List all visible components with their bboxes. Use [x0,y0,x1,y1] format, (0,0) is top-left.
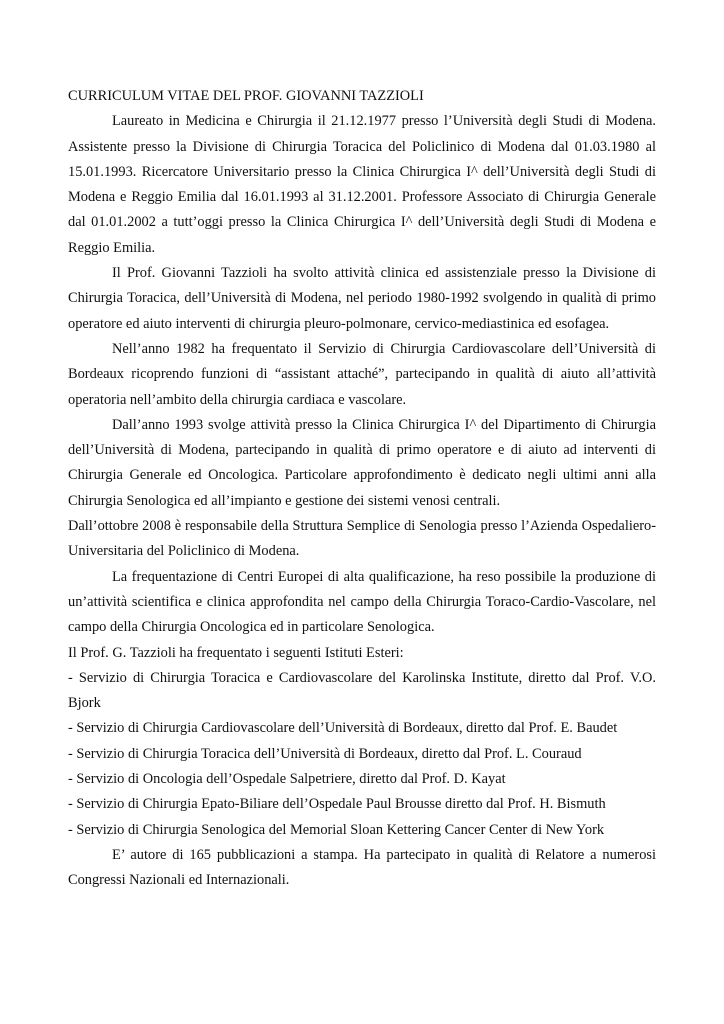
paragraph-senology-unit: Dall’ottobre 2008 è responsabile della Struttura Semplice di Senologia presso l’Azienda Ospedaliero-Universitaria del Policlinico di Modena. [68,518,656,560]
paragraph-bordeaux-1982: Nell’anno 1982 ha frequentato il Servizio di Chirurgia Cardiovascolare dell’Università di Bordeaux ricoprendo funzioni di “assistant attaché”, partecipando in qualità di aiuto all’attività operatoria nell’ambito della chirurgia cardiaca e vascolare. [68,340,656,408]
document-title: CURRICULUM VITAE DEL PROF. GIOVANNI TAZZIOLI [68,88,424,104]
list-item-institute: - Servizio di Oncologia dell’Ospedale Salpetriere, diretto dal Prof. D. Kayat [68,771,506,788]
paragraph-education-career: Laureato in Medicina e Chirurgia il 21.12.1977 presso l’Università degli Studi di Modena. Assistente presso la Divisione di Chirurgia Toracica del Policlinico di Modena dal 01.03.1980 al 15.01.1993. Ricercatore Universitario presso la Clinica Chirurgica I^ dell’Università degli Studi di Modena e Reggio Emilia dal 16.01.1993 al 31.12.2001. Professore Associato di Chirurgia Generale dal 01.01.2002 a tutt’oggi presso la Clinica Chirurgica I^ dell’Università degli Studi di Modena e Reggio Emilia. [68,113,656,256]
document-page [68,84,656,894]
list-item-institute: - Servizio di Chirurgia Senologica del Memorial Sloan Kettering Cancer Center di New York [68,821,605,838]
paragraph-clinical-activity: Il Prof. Giovanni Tazzioli ha svolto attività clinica ed assistenziale presso la Divisione di Chirurgia Toracica, dell’Università di Modena, nel periodo 1980-1992 svolgendo in qualità di primo operatore ed aiuto interventi di chirurgia pleuro-polmonare, cervico-mediastinica ed esofagea. [68,265,656,332]
list-item-institute: - Servizio di Chirurgia Toracica e Cardiovascolare del Karolinska Institute, diretto dal Prof. V.O. Bjork [68,669,656,712]
list-item-institute: - Servizio di Chirurgia Toracica dell’Università di Bordeaux, diretto dal Prof. L. Couraud [68,745,582,762]
paragraph-european-centers: La frequentazione di Centri Europei di alta qualificazione, ha reso possibile la produzione di un’attività scientifica e clinica approfondita nel campo della Chirurgia Toraco-Cardio-Vascolare, nel campo della Chirurgia Oncologica ed in particolare Senologica. [68,568,656,636]
paragraph-activity-since-1993: Dall’anno 1993 svolge attività presso la Clinica Chirurgica I^ del Dipartimento di Chirurgia dell’Università di Modena, partecipando in qualità di primo operatore e di aiuto ad interventi di Chirurgia Generale ed Oncologica. Particolare approfondimento è dedicato negli ultimi anni alla Chirurgia Senologica ed all’impianto e gestione dei sistemi venosi centrali. [68,416,656,509]
list-item-institute: - Servizio di Chirurgia Epato-Biliare dell’Ospedale Paul Brousse diretto dal Prof. H. Bismuth [68,796,606,813]
list-item-institute: - Servizio di Chirurgia Cardiovascolare dell’Università di Bordeaux, diretto dal Prof. E. Baudet [68,720,618,737]
paragraph-foreign-institutes-intro: Il Prof. G. Tazzioli ha frequentato i seguenti Istituti Esteri: [68,644,404,661]
paragraph-publications: E’ autore di 165 pubblicazioni a stampa. Ha partecipato in qualità di Relatore a numerosi Congressi Nazionali ed Internazionali. [68,846,656,889]
